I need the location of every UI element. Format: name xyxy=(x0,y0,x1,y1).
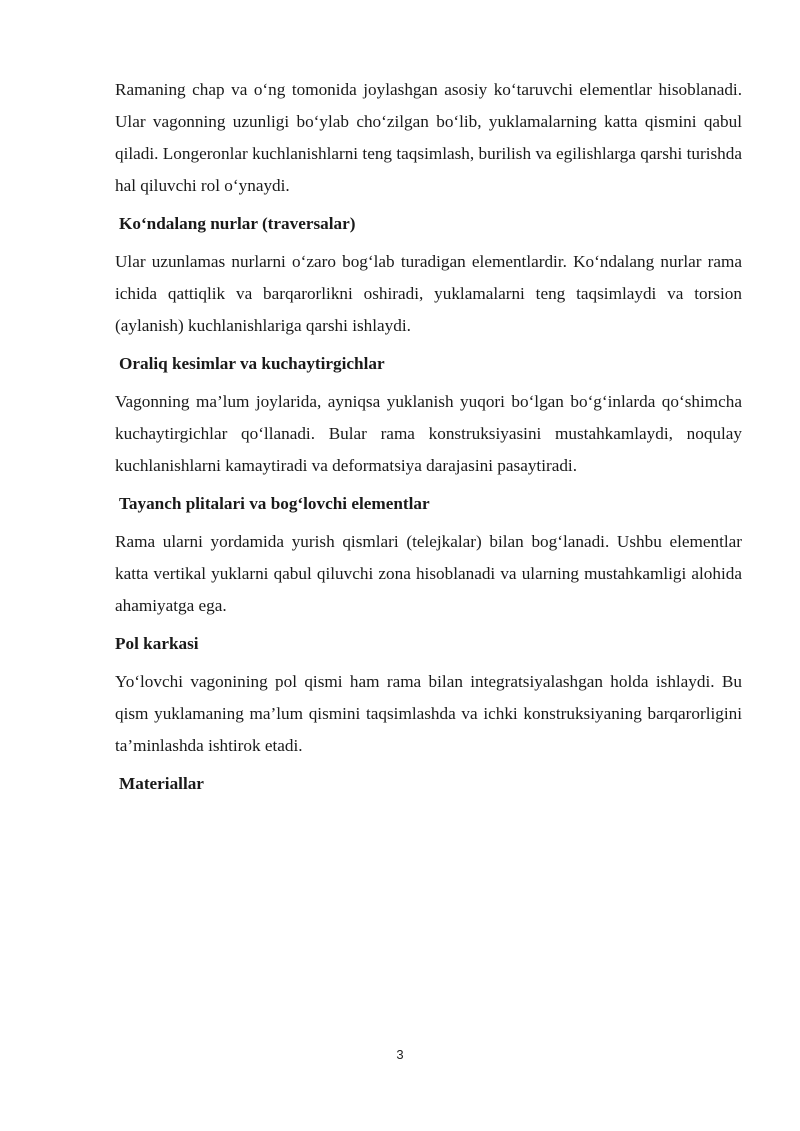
heading-materials: Materiallar xyxy=(119,774,204,793)
page-number: 3 xyxy=(396,1047,404,1062)
heading-cross-beams: Ko‘ndalang nurlar (traversalar) xyxy=(119,214,356,233)
heading-floor-frame: Pol karkasi xyxy=(115,634,199,653)
heading-reinforcements: Oraliq kesimlar va kuchaytirgichlar xyxy=(119,354,385,373)
paragraph-longerons: Ramaning chap va o‘ng tomonida joylashgan asosiy ko‘taruvchi elementlar hisoblanadi. Ular vagonning uzunligi bo‘ylab cho‘zilgan bo‘lib, yuklamalarning katta qismini qabul qiladi. Longeronlar kuchlanishlarni teng taqsimlash, burilish va egilishlarga qarshi turishda hal qiluvchi rol o‘ynaydi. xyxy=(115,80,742,195)
paragraph-reinforcements: Vagonning ma’lum joylarida, ayniqsa yuklanish yuqori bo‘lgan bo‘g‘inlarda qo‘shimcha kuchaytirgichlar qo‘llanadi. Bular rama konstruksiyasini mustahkamlaydi, noqulay kuchlanishlarni kamaytiradi va deformatsiya darajasini pasaytiradi. xyxy=(115,392,742,475)
paragraph-cross-beams: Ular uzunlamas nurlarni o‘zaro bog‘lab turadigan elementlardir. Ko‘ndalang nurlar rama ichida qattiqlik va barqarorlikni oshiradi, yuklamalarni teng taqsimlaydi va torsion (aylanish) kuchlanishlariga qarshi ishlaydi. xyxy=(115,252,742,335)
heading-support-plates: Tayanch plitalari va bog‘lovchi elementlar xyxy=(119,494,430,513)
paragraph-support-plates: Rama ularni yordamida yurish qismlari (telejkalar) bilan bog‘lanadi. Ushbu elementlar katta vertikal yuklarni qabul qiluvchi zona hisoblanadi va ularning mustahkamligi alohida ahamiyatga ega. xyxy=(115,532,742,615)
paragraph-floor-frame: Yo‘lovchi vagonining pol qismi ham rama bilan integratsiyalashgan holda ishlaydi. Bu qism yuklamaning ma’lum qismini taqsimlashda va ichki konstruksiyaning barqarorligini ta’minlashda ishtirok etadi. xyxy=(115,672,742,755)
